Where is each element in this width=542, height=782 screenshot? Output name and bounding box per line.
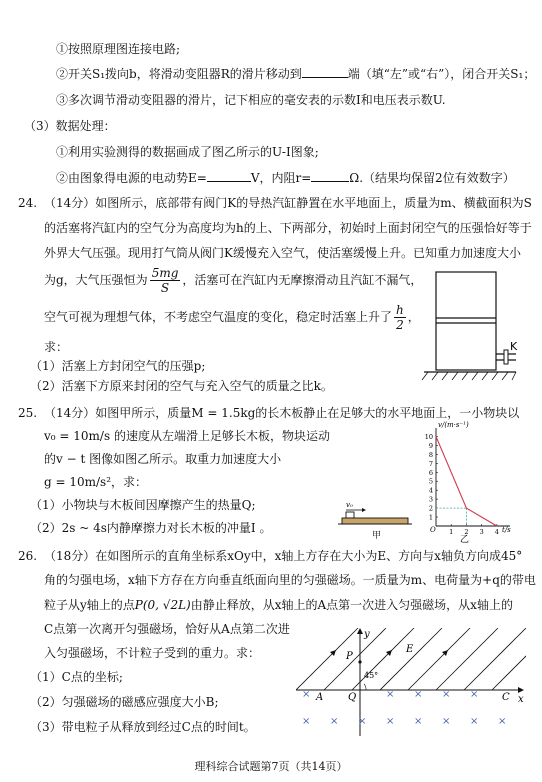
vt-y-tick-label: 10 <box>424 432 433 441</box>
magnetic-field-cross: × <box>358 716 367 727</box>
valve-label: K <box>510 340 518 353</box>
e-label: E <box>406 644 414 655</box>
vt-y-tick-label: 5 <box>428 477 433 486</box>
vt-axes <box>436 428 510 526</box>
vt-series <box>436 436 497 526</box>
q24-line-2: 的活塞将汽缸内的空气分为高度均为h的上、下两部分，初始时上面封闭空气的压强恰好等于 <box>44 221 532 235</box>
board-figure <box>336 498 416 542</box>
magnetic-field-cross: × <box>414 689 423 700</box>
field-figure <box>296 628 526 738</box>
vt-y-tick-label: 3 <box>428 495 433 504</box>
q-label: Q <box>348 692 357 703</box>
vt-x-tick-label: 1 <box>449 528 454 536</box>
emf-blank[interactable] <box>207 181 251 182</box>
long-board <box>342 518 408 524</box>
magnetic-field-cross: × <box>442 689 451 700</box>
q24-number: 24. <box>18 196 38 210</box>
vt-y-tick-label: 4 <box>428 486 433 495</box>
q26-sub-3: （3）带电粒子从释放到经过C点的时间t。 <box>30 720 256 734</box>
point-p-coord: P(0, √2L) <box>134 598 191 612</box>
pressure-fraction: $\frac{5mg}{S}$ <box>151 266 179 295</box>
a-label: A <box>316 692 324 703</box>
part3-item-2: ②由图象得电源的电动势E= V，内阻r= Ω.（结果均保留2位有效数字） <box>56 171 515 185</box>
vt-xlabel: t/s <box>502 526 511 534</box>
step-1: ①按照原理图连接电路; <box>56 42 181 56</box>
q25-line-3: 的v − t 图像如图乙所示。取重力加速度大小 <box>44 452 282 466</box>
magnetic-field-cross: × <box>498 716 507 727</box>
q24-line-6: 求： <box>44 340 69 354</box>
magnetic-field-cross: × <box>470 716 479 727</box>
q24-line-5: 空气可视为理想气体，不考虑空气温度的变化，稳定时活塞上升了 $\frac{h}{2}$ ， <box>44 303 420 332</box>
q25-sub-1: （1）小物块与木板间因摩擦产生的热量Q; <box>30 498 256 512</box>
angle-label: 45° <box>364 671 379 680</box>
vt-y-tick-label: 9 <box>428 441 433 450</box>
q24-sub-2: （2）活塞下方原来封闭的空气与充入空气的质量之比k。 <box>30 379 333 393</box>
p-label: P <box>346 651 353 662</box>
vt-y-tick-label: 6 <box>428 468 433 477</box>
block <box>346 512 354 518</box>
vt-y-tick-label: 1 <box>428 513 433 522</box>
vt-y-tick-label: 7 <box>428 459 433 468</box>
magnetic-field-cross: × <box>386 716 395 727</box>
vt-x-tick-label: 3 <box>479 528 484 536</box>
point-p <box>358 660 361 663</box>
height-fraction: $\frac{h}{2}$ <box>396 303 404 332</box>
step-3: ③多次调节滑动变阻器的滑片，记下相应的毫安表的示数I和电压表示数U. <box>56 93 446 107</box>
page-footer: 理科综合试题第7页（共14页） <box>194 760 348 773</box>
q25-sub-2: （2）2s ~ 4s内静摩擦力对长木板的冲量I 。 <box>30 521 272 535</box>
vt-chart <box>418 420 518 544</box>
vt-origin: O <box>430 526 436 534</box>
q26-line-3: 粒子从y轴上的点P(0, √2L)由静止释放，从x轴上的A点第一次进入匀强磁场，从x轴上的 <box>44 598 513 612</box>
cylinder-figure <box>420 270 530 385</box>
magnetic-field-cross: × <box>442 716 451 727</box>
part3-item-1: ①利用实验测得的数据画成了图乙所示的U-I图象; <box>56 145 319 159</box>
q25-line-4: g = 10m/s²，求： <box>44 475 148 489</box>
magnetic-field-cross: × <box>386 689 395 700</box>
q26-sub-1: （1）C点的坐标; <box>30 670 123 684</box>
q25-line-2: v₀ = 10m/s 的速度从左端滑上足够长木板，物块运动 <box>44 429 330 443</box>
magnetic-field-cross: × <box>470 689 479 700</box>
electric-field-lines <box>296 628 542 690</box>
q24-line-4: 为g，大气压强恒为 $\frac{5mg}{S}$ ，活塞可在汽缸内无摩擦滑动且汽缸不漏气， <box>44 266 423 295</box>
q24-line-1: （14分）如图所示，底部带有阀门K的导热汽缸静置在水平地面上，质量为m、横截面积为S <box>44 196 532 210</box>
fig-yi-caption: 乙 <box>460 535 470 545</box>
ground-hatch <box>422 372 516 380</box>
q26-line-4: C点第一次离开匀强磁场，恰好从A点第二次进 <box>44 622 290 636</box>
magnetic-field-marks <box>302 689 506 727</box>
step-2: ②开关S₁拨向b，将滑动变阻器R的滑片移动到 端（填“左”或“右”），闭合开关S₁； <box>56 67 536 81</box>
part3-heading: （3）数据处理： <box>24 119 116 133</box>
v0-label: v₀ <box>346 501 353 509</box>
vt-x-tick-label: 4 <box>494 528 499 536</box>
q25-line-1: （14分）如图甲所示，质量M = 1.5kg的长木板静止在足够大的水平地面上，一小物块以 <box>44 406 520 420</box>
q26-sub-2: （2）匀强磁场的磁感应强度大小B; <box>30 695 219 709</box>
vt-y-tick-label: 8 <box>428 450 433 459</box>
q24-line-3: 外界大气压强。现用打气筒从阀门K缓慢充入空气，使活塞缓慢上升。已知重力加速度大小 <box>44 246 521 260</box>
c-label: C <box>502 692 510 703</box>
q26-number: 26. <box>18 549 38 563</box>
magnetic-field-cross: × <box>302 716 311 727</box>
q26-line-2: 角的匀强电场，x轴下方存在方向垂直纸面向里的匀强磁场。一质量为m、电荷量为+q的带电 <box>44 573 536 587</box>
magnetic-field-cross: × <box>302 689 311 700</box>
resistance-blank[interactable] <box>311 181 349 182</box>
magnetic-field-cross: × <box>330 716 339 727</box>
y-label: y <box>364 629 370 640</box>
answer-blank[interactable] <box>302 77 348 78</box>
magnetic-field-cross: × <box>414 716 423 727</box>
vt-x-tick-label: 2 <box>464 528 469 536</box>
q25-number: 25. <box>18 406 38 420</box>
fig-jia-caption: 甲 <box>372 531 382 541</box>
cylinder-body <box>436 272 496 370</box>
q26-line-1: （18分）在如图所示的直角坐标系xOy中，x轴上方存在大小为E、方向与x轴负方向成45° <box>44 549 523 563</box>
vt-ylabel: v/(m·s⁻¹) <box>438 421 469 429</box>
vt-y-tick-label: 2 <box>428 504 433 513</box>
q24-sub-1: （1）活塞上方封闭空气的压强p; <box>30 359 206 373</box>
q26-line-5: 入匀强磁场，不计粒子受到的重力。求： <box>44 646 261 660</box>
x-label: x <box>518 694 524 705</box>
